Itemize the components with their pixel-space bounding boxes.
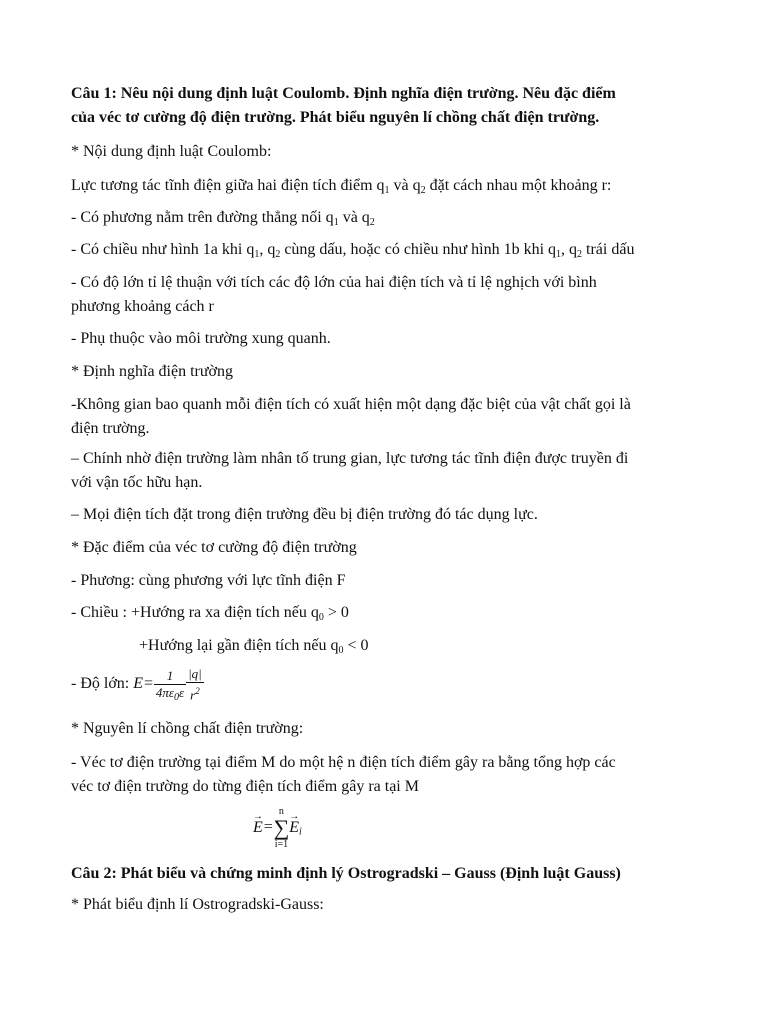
sub-2: 2 <box>275 249 281 260</box>
gauss-heading: * Phát biểu định lí Ostrogradski-Gauss: <box>71 896 324 913</box>
superposition-text-line1: - Véc tơ điện trường tại điểm M do một hệ n điện tích điểm gây ra bằng tổng hợp các <box>71 754 616 771</box>
frac1-num: 1 <box>154 668 186 685</box>
sub-0: 0 <box>338 645 344 656</box>
c2-d: , q <box>561 241 578 258</box>
feat3-a: +Hướng lại gần điện tích nếu q <box>139 637 339 654</box>
sub-2: 2 <box>420 185 426 196</box>
sum-top: n <box>278 806 284 817</box>
coulomb-intro-a: Lực tương tác tĩnh điện giữa hai điện tích điểm q <box>71 177 385 194</box>
frac1-den-sub: 0 <box>173 691 179 703</box>
cau1-title-line1: Câu 1: Nêu nội dung định luật Coulomb. Định nghĩa điện trường. Nêu đặc điểm <box>71 85 616 102</box>
frac1-den <box>154 685 186 701</box>
sum-i-sub: i <box>299 826 302 838</box>
sub-1: 1 <box>333 217 339 228</box>
sum-sigma: ∑ <box>273 815 290 840</box>
feat2-a: - Chiều : +Hướng ra xa điện tích nếu q <box>71 604 319 621</box>
cau1-title-line2: của véc tơ cường độ điện trường. Phát biểu nguyên lí chồng chất điện trường. <box>71 109 600 126</box>
sub-1: 1 <box>384 185 390 196</box>
f-eq: = <box>143 675 154 692</box>
coulomb-intro <box>71 174 710 198</box>
frac1-den-a: 4πε <box>155 684 174 700</box>
feat2-b: > 0 <box>323 604 349 621</box>
sub-1: 1 <box>254 249 260 260</box>
c2-a: - Có chiều như hình 1a khi q <box>71 241 255 258</box>
superposition-text-line2: véc tơ điện trường do từng điện tích điểm gây ra tại M <box>71 778 419 795</box>
coulomb-point-magnitude-line2: phương khoảng cách r <box>71 298 214 315</box>
c2-c: cùng dấu, hoặc có chiều như hình 1b khi q <box>280 241 557 258</box>
c2-b: , q <box>259 241 276 258</box>
coulomb-point-sense <box>71 238 710 262</box>
definition-1-line2: điện trường. <box>71 420 150 437</box>
frac2-num: |q| <box>188 665 202 681</box>
sum-operator <box>274 806 290 850</box>
feature-sense-positive <box>71 601 710 625</box>
frac2-den-sup: 2 <box>195 685 200 696</box>
definition-heading: * Định nghĩa điện trường <box>71 363 233 380</box>
fraction-1 <box>154 668 186 701</box>
sub-2: 2 <box>577 249 583 260</box>
definition-1-line1: -Không gian bao quanh mỗi điện tích có xuất hiện một dạng đặc biệt của vật chất gọi là <box>71 396 631 413</box>
sub-0: 0 <box>318 612 324 623</box>
definition-2-line1: – Chính nhờ điện trường làm nhân tố trung gian, lực tương tác tĩnh điện được truyền đi <box>71 450 629 467</box>
vector-e-i: → E <box>289 810 299 846</box>
c1-a: - Có phương nằm trên đường thẳng nối q <box>71 209 334 226</box>
coulomb-heading: * Nội dung định luật Coulomb: <box>71 143 272 160</box>
formula-e-magnitude <box>133 665 204 703</box>
coulomb-point-magnitude-line1: - Có độ lớn tỉ lệ thuận với tích các độ lớn của hai điện tích và tỉ lệ nghịch với bình <box>71 274 597 291</box>
features-heading: * Đặc điểm của véc tơ cường độ điện trường <box>71 539 357 556</box>
superposition-heading: * Nguyên lí chồng chất điện trường: <box>71 720 304 737</box>
sum-bottom: i=1 <box>274 839 289 850</box>
feat4-label: - Độ lớn: <box>71 675 134 692</box>
f-e: E <box>133 675 144 692</box>
coulomb-point-medium: - Phụ thuộc vào môi trường xung quanh. <box>71 330 331 347</box>
c1-b: và q <box>338 209 370 226</box>
vector-e: → E <box>253 810 263 846</box>
frac2-den-r: r <box>190 686 196 702</box>
definition-3: – Mọi điện tích đặt trong điện trường đều bị điện trường đó tác dụng lực. <box>71 506 538 523</box>
coulomb-intro-b: và q <box>389 177 421 194</box>
sub-1: 1 <box>556 249 562 260</box>
c2-e: trái dấu <box>582 241 635 258</box>
feature-sense-negative <box>139 634 710 658</box>
feature-magnitude <box>71 664 710 704</box>
coulomb-point-direction <box>71 206 710 230</box>
definition-2-line2: với vận tốc hữu hạn. <box>71 474 203 491</box>
feat3-b: < 0 <box>343 637 369 654</box>
frac2-den <box>186 683 204 703</box>
feature-direction: - Phương: cùng phương với lực tĩnh điện F <box>71 572 346 589</box>
fraction-2 <box>186 666 204 703</box>
formula-superposition <box>253 806 710 850</box>
sub-2: 2 <box>369 217 375 228</box>
frac1-den-b: ε <box>178 684 185 700</box>
cau2-title: Câu 2: Phát biểu và chứng minh định lý Ostrogradski – Gauss (Định luật Gauss) <box>71 865 621 882</box>
sum-eq: = <box>262 818 274 836</box>
coulomb-intro-c: đặt cách nhau một khoảng r: <box>425 177 612 194</box>
